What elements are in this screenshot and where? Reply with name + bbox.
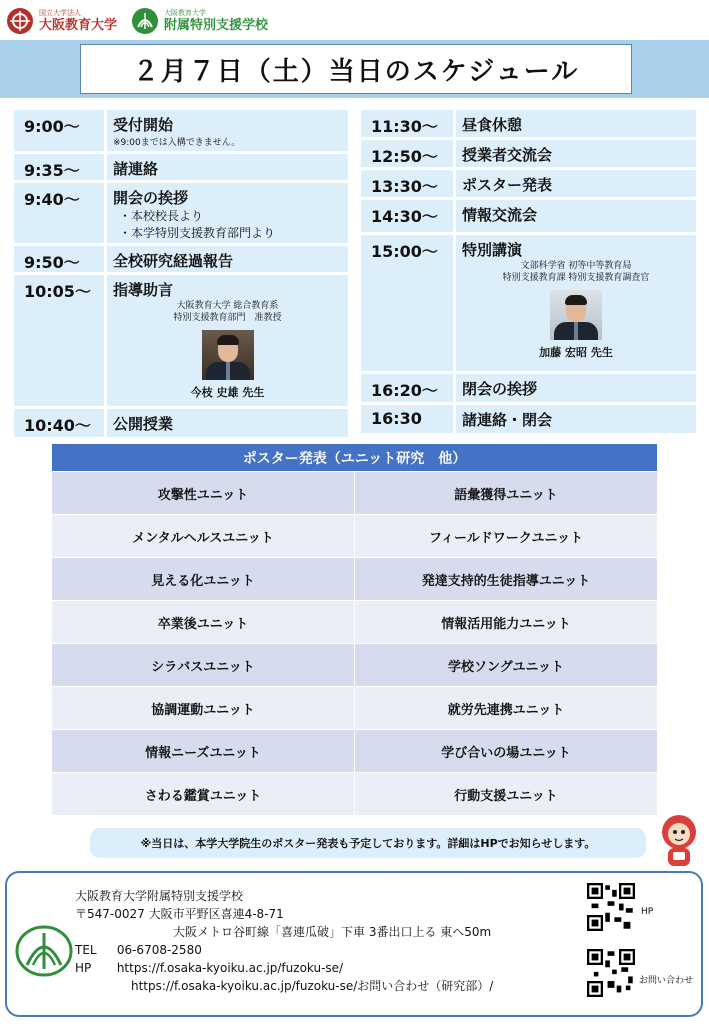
mascot-icon (654, 810, 704, 870)
schedule-row (361, 374, 696, 402)
schedule-event (107, 409, 348, 437)
page-title: ２月７日（土）当日のスケジュール (80, 44, 632, 94)
event-title: 指導助言 (113, 281, 174, 299)
schedule-row (361, 200, 696, 232)
event-title: 諸連絡 (113, 160, 159, 178)
grad-poster-note: ※当日は、本学大学院生のポスター発表も予定しております。詳細はHPでお知らせします。 (90, 828, 646, 858)
university-name: 大阪教育大学 (39, 18, 118, 33)
event-title: 全校研究経過報告 (113, 252, 234, 270)
table-cell: フィールドワークユニット (354, 514, 657, 557)
speaker-photo (202, 330, 254, 380)
speaker-photo (550, 290, 602, 340)
table-cell: 攻撃性ユニット (52, 471, 354, 514)
table-row (52, 729, 657, 772)
schedule-row (361, 405, 696, 433)
footer-school-name: 大阪教育大学附属特別支援学校 (75, 889, 244, 903)
table-cell: 行動支援ユニット (354, 772, 657, 815)
school-parent-label: 大阪教育大学 (164, 9, 207, 17)
tel-label: TEL (75, 943, 97, 957)
schedule-event (107, 275, 348, 406)
event-sub: ・本校校長より (119, 209, 204, 223)
table-cell: 学び合いの場ユニット (354, 729, 657, 772)
school-emblem-icon (131, 7, 159, 35)
schedule-time: 10:40～ (14, 409, 104, 437)
hp-label: HP (75, 961, 92, 975)
table-cell: さわる鑑賞ユニット (52, 772, 354, 815)
footer-hp-line (75, 959, 493, 977)
poster-table-body (52, 471, 657, 815)
event-title: ポスター発表 (462, 176, 553, 194)
table-cell: 就労先連携ユニット (354, 686, 657, 729)
footer-tel-line (75, 941, 493, 959)
footer-text (75, 887, 493, 995)
tel-number[interactable]: 06-6708-2580 (116, 943, 202, 957)
speaker-affiliation: 特別支援教育課 特別支援教育調査官 (502, 273, 650, 283)
schedule-event (107, 183, 348, 243)
qr-hp-label: HP (641, 907, 654, 917)
school-emblem-icon (15, 925, 73, 977)
poster-table-header: ポスター発表（ユニット研究 他） (52, 444, 657, 471)
schedule-row (14, 110, 348, 151)
table-row (52, 514, 657, 557)
school-name: 附属特別支援学校 (164, 18, 269, 33)
schedule-left (14, 110, 348, 440)
schedule-event (456, 110, 696, 137)
schedule-time: 15:00～ (361, 235, 453, 371)
event-title: 昼食休憩 (462, 116, 523, 134)
speaker-affiliation: 特別支援教育部門 准教授 (173, 313, 282, 323)
speaker-block (113, 300, 342, 400)
event-title: 閉会の挨拶 (462, 380, 538, 398)
university-logo[interactable] (6, 7, 117, 35)
speaker-name: 加藤 宏昭 先生 (539, 346, 613, 359)
schedule-time: 12:50～ (361, 140, 453, 167)
schedule-row (361, 170, 696, 197)
footer-address: 〒547-0027 大阪市平野区喜連4-8-71 (75, 907, 284, 921)
schedule-time: 9:35～ (14, 154, 104, 180)
table-cell: 情報活用能力ユニット (354, 600, 657, 643)
schedule-row (14, 409, 348, 437)
schedule-time: 13:30～ (361, 170, 453, 197)
schedule-time: 16:20～ (361, 374, 453, 402)
schedule-event (107, 246, 348, 272)
qr-contact-label: お問い合わせ (639, 976, 694, 986)
schedule-time: 9:50～ (14, 246, 104, 272)
schedule-row (361, 140, 696, 167)
university-emblem-icon (6, 7, 34, 35)
schedule-time: 14:30～ (361, 200, 453, 232)
table-cell: 卒業後ユニット (52, 600, 354, 643)
schedule-time: 10:05～ (14, 275, 104, 406)
header-logos (6, 4, 268, 38)
schedule-time: 9:40～ (14, 183, 104, 243)
contact-url-link[interactable]: https://f.osaka-kyoiku.ac.jp/fuzoku-se/お問い合わせ（研究部）/ (131, 979, 494, 993)
school-logo[interactable] (131, 7, 268, 35)
footer-contact (5, 871, 703, 1017)
table-cell: シラバスユニット (52, 643, 354, 686)
table-cell: 協調運動ユニット (52, 686, 354, 729)
event-title: 情報交流会 (462, 206, 538, 224)
table-cell: メンタルヘルスユニット (52, 514, 354, 557)
schedule-time: 9:00～ (14, 110, 104, 151)
table-row (52, 600, 657, 643)
table-row (52, 772, 657, 815)
schedule-time: 16:30 (361, 405, 453, 433)
event-title: 公開授業 (113, 415, 174, 433)
schedule-row (14, 246, 348, 272)
footer-access: 大阪メトロ谷町線「喜連瓜破」下車 3番出口上る 東へ50m (173, 925, 492, 939)
schedule-event (456, 405, 696, 433)
schedule-event (107, 154, 348, 180)
event-sub: ・本学特別支援教育部門より (119, 226, 276, 240)
hp-url-link[interactable]: https://f.osaka-kyoiku.ac.jp/fuzoku-se/ (116, 961, 344, 975)
table-cell: 見える化ユニット (52, 557, 354, 600)
table-cell: 発達支持的生徒指導ユニット (354, 557, 657, 600)
qr-code-contact-icon[interactable] (587, 949, 635, 997)
schedule-event (456, 170, 696, 197)
schedule-row (361, 235, 696, 371)
speaker-affiliation: 大阪教育大学 総合教育系 (176, 301, 279, 311)
schedule-row (361, 110, 696, 137)
event-title: 授業者交流会 (462, 146, 553, 164)
table-cell: 情報ニーズユニット (52, 729, 354, 772)
table-row (52, 557, 657, 600)
poster-table (52, 444, 657, 815)
table-row (52, 471, 657, 514)
university-corp-label: 国立大学法人 (39, 9, 81, 17)
speaker-name: 今枝 史雄 先生 (190, 386, 265, 399)
event-title: 特別講演 (462, 241, 523, 259)
table-row (52, 686, 657, 729)
qr-code-hp-icon[interactable] (587, 883, 635, 931)
table-cell: 学校ソングユニット (354, 643, 657, 686)
schedule-row (14, 154, 348, 180)
event-title: 諸連絡・閉会 (462, 411, 553, 429)
speaker-affiliation: 文部科学省 初等中等教育局 (520, 261, 632, 271)
schedule-event (456, 200, 696, 232)
schedule-event (456, 140, 696, 167)
schedule-event (107, 110, 348, 151)
schedule-right (361, 110, 696, 436)
event-note: ※9:00までは入構できません。 (113, 138, 241, 148)
schedule-row (14, 183, 348, 243)
speaker-block (462, 260, 690, 360)
schedule-time: 11:30～ (361, 110, 453, 137)
schedule-event (456, 374, 696, 402)
schedule-event (456, 235, 696, 371)
schedule-row (14, 275, 348, 406)
table-row (52, 643, 657, 686)
event-title: 開会の挨拶 (113, 189, 189, 207)
event-title: 受付開始 (113, 116, 174, 134)
table-cell: 語彙獲得ユニット (354, 471, 657, 514)
